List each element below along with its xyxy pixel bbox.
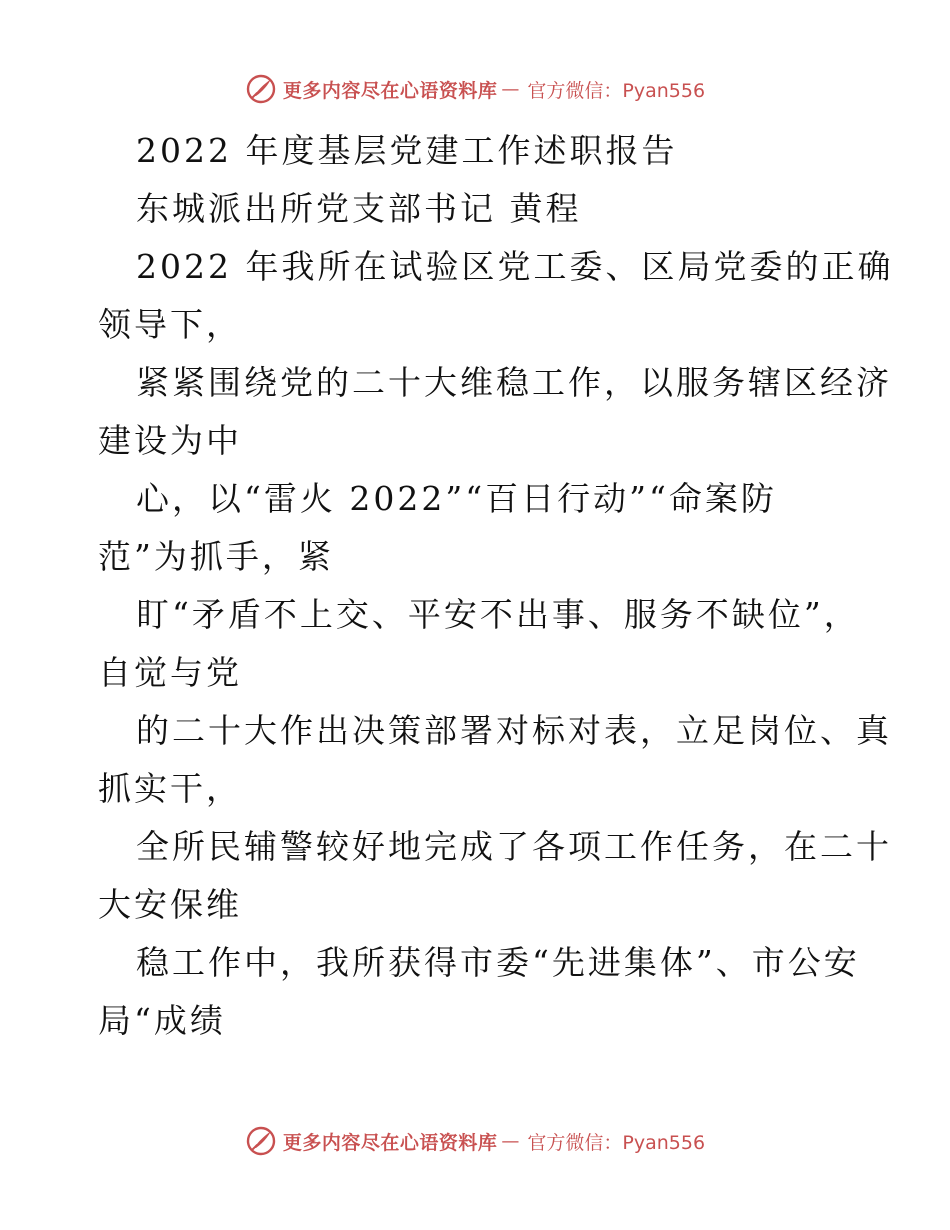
- paragraph-line: 局“成绩: [98, 1001, 226, 1040]
- quill-pen-icon: [245, 1125, 277, 1157]
- paragraph-line: 东城派出所党支部书记 黄程: [136, 189, 582, 228]
- header-watermark: [0, 72, 950, 106]
- paragraph-line: 2022 年我所在试验区党工委、区局党委的正确: [136, 247, 894, 286]
- paragraph-line: 抓实干，: [98, 769, 242, 808]
- paragraph-line: 全所民辅警较好地完成了各项工作任务，在二十: [136, 827, 892, 866]
- paragraph-line: 领导下，: [98, 305, 242, 344]
- footer-separator: —: [501, 1130, 520, 1152]
- paragraph-line: 心，以“雷火 2022”“百日行动”“命案防: [136, 479, 777, 518]
- paragraph-line: 自觉与党: [98, 653, 242, 692]
- footer-wechat: 官方微信：Pyan556: [527, 1131, 706, 1154]
- paragraph-line: 稳工作中，我所获得市委“先进集体”、市公安: [136, 943, 860, 982]
- paragraph-line: 2022 年度基层党建工作述职报告: [136, 131, 678, 170]
- paragraph-line: 建设为中: [98, 421, 242, 460]
- header-separator: —: [501, 78, 520, 100]
- paragraph-line: 的二十大作出决策部署对标对表，立足岗位、真: [136, 711, 892, 750]
- document-body: [98, 122, 894, 1050]
- paragraph-line: 范”为抓手，紧: [98, 537, 334, 576]
- header-text: 更多内容尽在心语资料库: [282, 79, 498, 102]
- paragraph-line: 盯“矛盾不上交、平安不出事、服务不缺位”，: [136, 595, 860, 634]
- paragraph-line: 紧紧围绕党的二十大维稳工作，以服务辖区经济: [136, 363, 892, 402]
- header-wechat: 官方微信：Pyan556: [527, 79, 706, 102]
- footer-watermark: [0, 1124, 950, 1158]
- footer-text: 更多内容尽在心语资料库: [282, 1131, 498, 1154]
- paragraph-line: 大安保维: [98, 885, 242, 924]
- quill-pen-icon: [245, 73, 277, 105]
